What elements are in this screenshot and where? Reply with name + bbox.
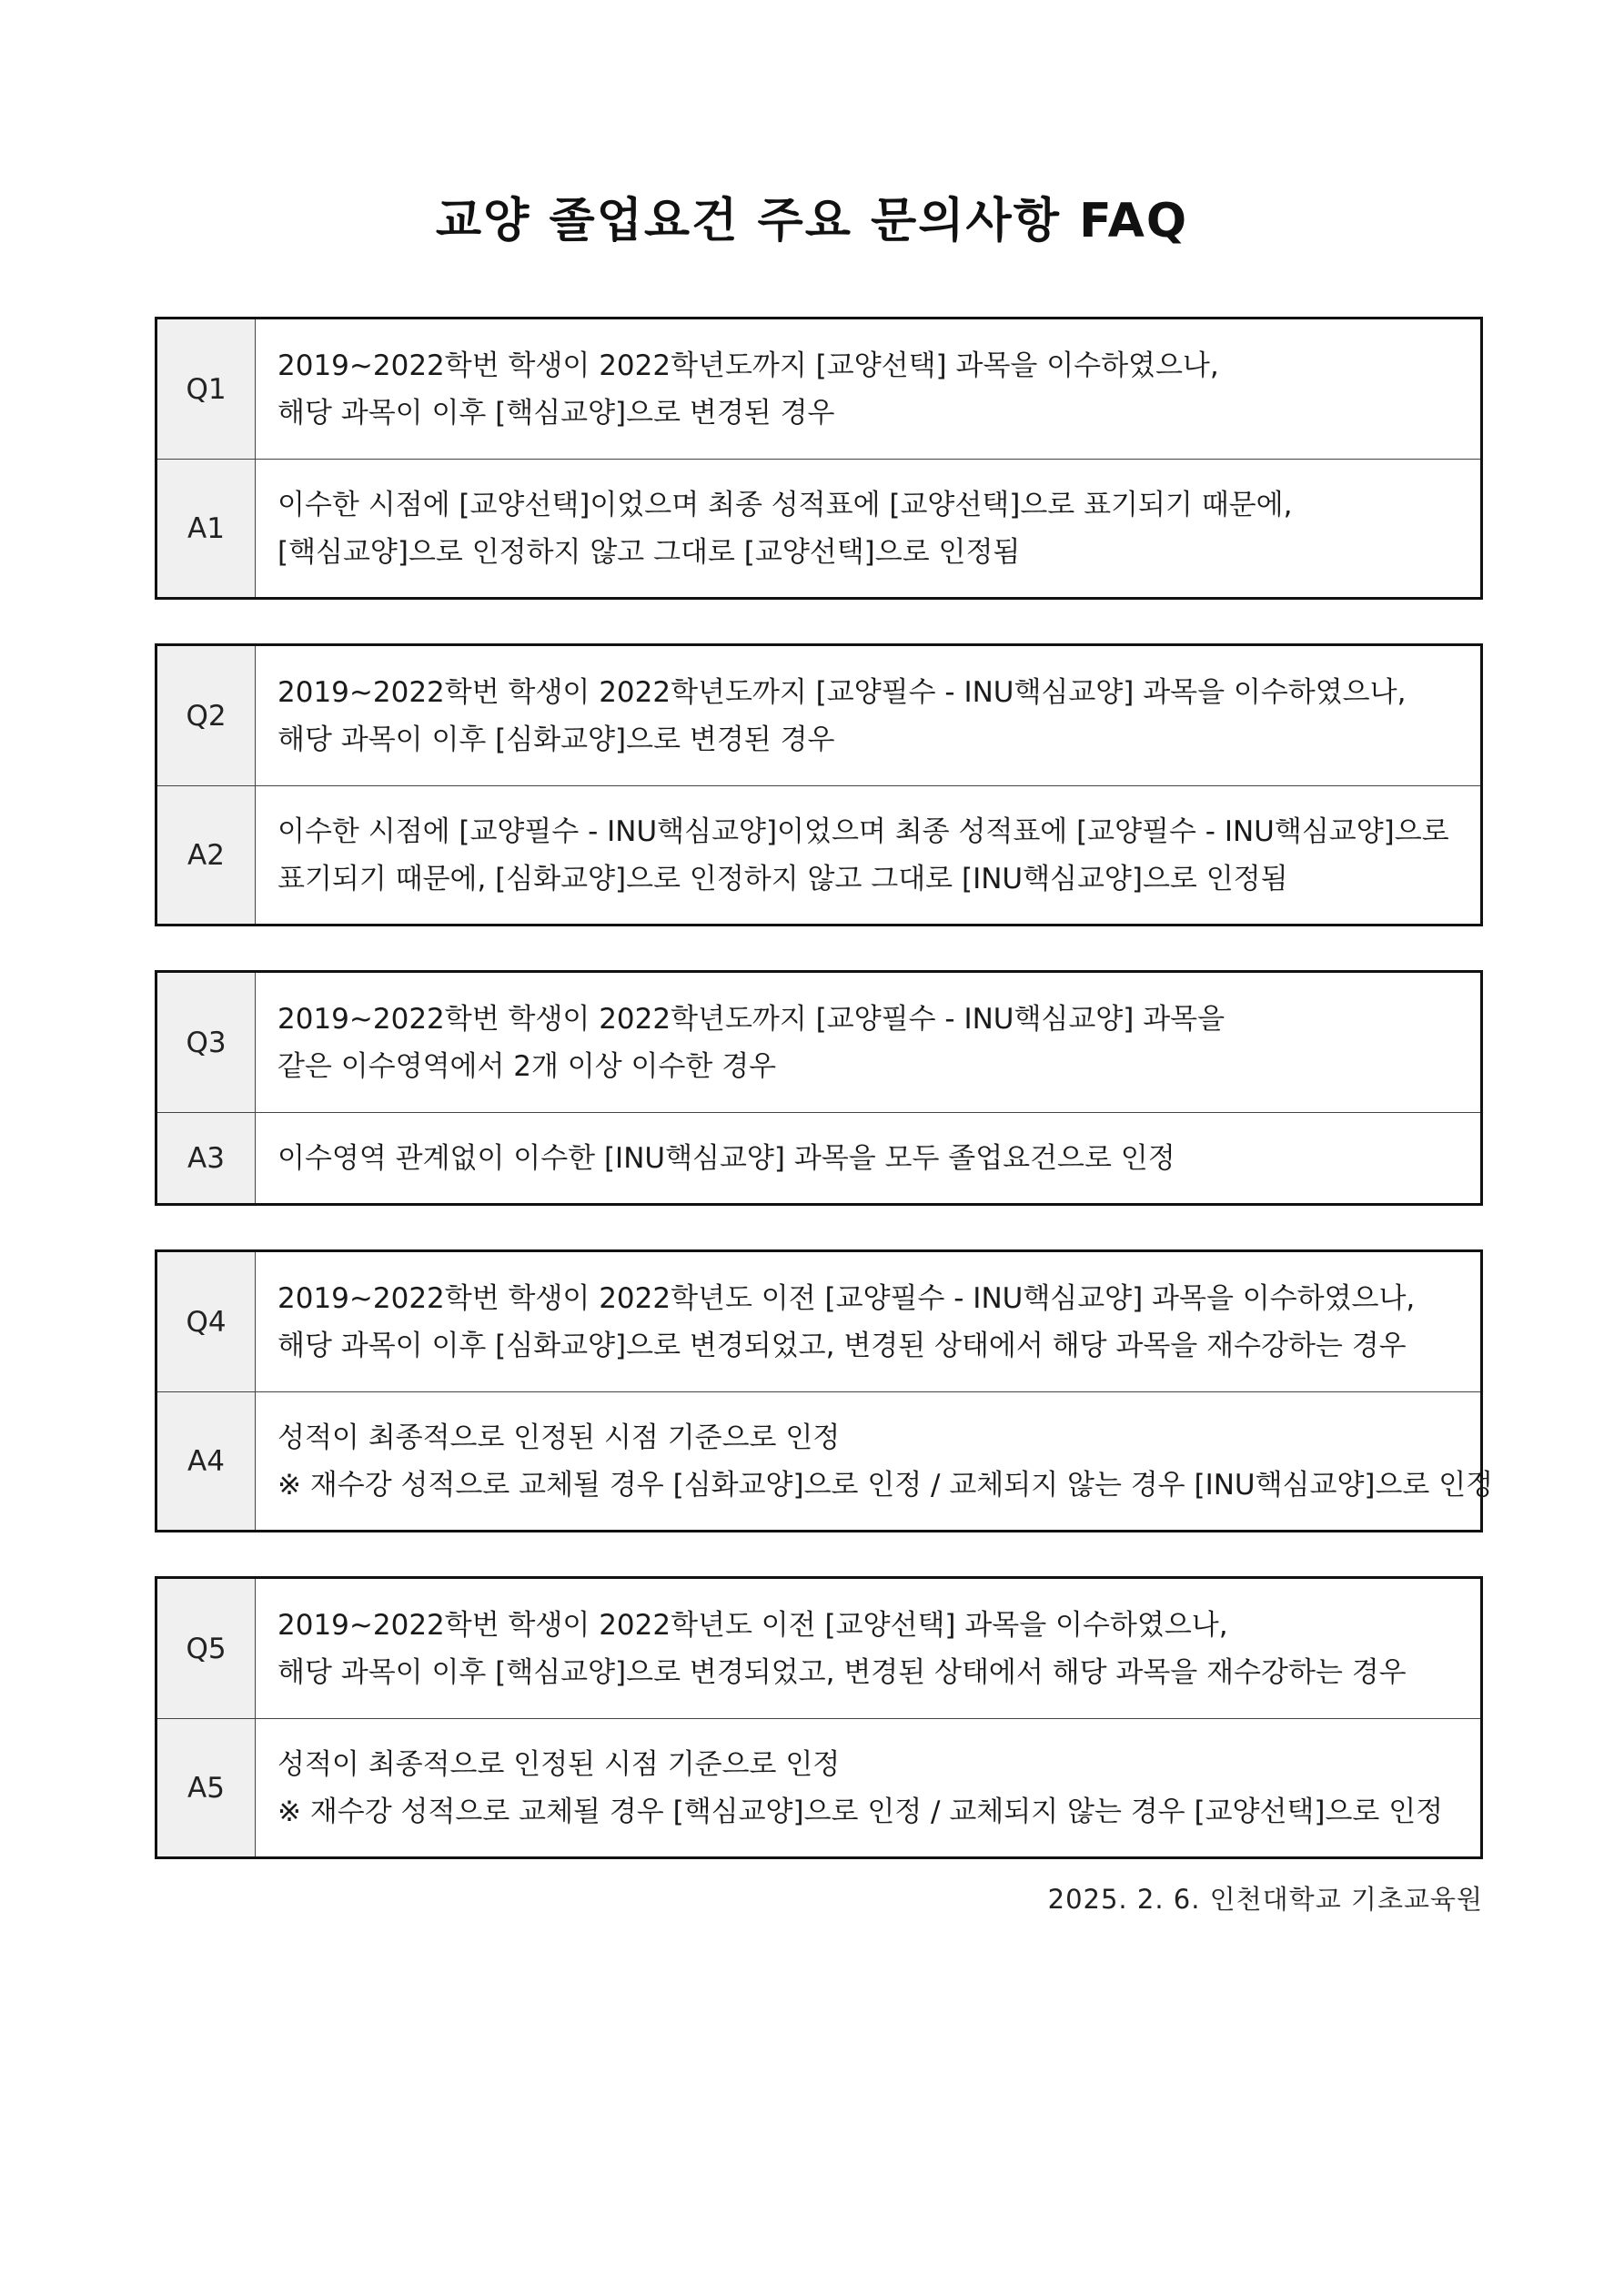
question-row [157, 646, 1480, 785]
question-line: 2019~2022학번 학생이 2022학년도까지 [교양필수 - INU핵심교양] 과목을 이수하였으나, [277, 675, 1407, 709]
answer-label: A5 [157, 1719, 256, 1856]
answer-label: A1 [157, 460, 256, 597]
answer-line: 성적이 최종적으로 인정된 시점 기준으로 인정 [277, 1421, 841, 1454]
answer-text [256, 1719, 1480, 1856]
answer-text [256, 1113, 1480, 1203]
question-line: 2019~2022학번 학생이 2022학년도까지 [교양선택] 과목을 이수하였으나, [277, 349, 1219, 382]
answer-line: 성적이 최종적으로 인정된 시점 기준으로 인정 [277, 1747, 841, 1781]
answer-label: A2 [157, 786, 256, 924]
faq-block-5 [155, 1576, 1483, 1859]
question-row [157, 319, 1480, 459]
question-line: 해당 과목이 이후 [핵심교양]으로 변경되었고, 변경된 상태에서 해당 과목을 재수강하는 경우 [277, 1655, 1407, 1689]
question-line: 2019~2022학번 학생이 2022학년도 이전 [교양선택] 과목을 이수하였으나, [277, 1608, 1228, 1642]
answer-text [256, 460, 1480, 597]
answer-row [157, 459, 1480, 597]
footer-issuer-date: 2025. 2. 6. 인천대학교 기초교육원 [1047, 1884, 1483, 1915]
question-line: 해당 과목이 이후 [심화교양]으로 변경되었고, 변경된 상태에서 해당 과목을 재수강하는 경우 [277, 1329, 1407, 1362]
question-label: Q4 [157, 1252, 256, 1391]
question-label: Q5 [157, 1579, 256, 1718]
question-text [256, 1579, 1480, 1718]
question-text [256, 1252, 1480, 1391]
answer-line: ※ 재수강 성적으로 교체될 경우 [심화교양]으로 인정 / 교체되지 않는 경우 [INU핵심교양]으로 인정 [277, 1468, 1494, 1502]
question-row [157, 1579, 1480, 1718]
answer-row [157, 1391, 1494, 1530]
answer-row [157, 1718, 1480, 1856]
answer-line: 이수영역 관계없이 이수한 [INU핵심교양] 과목을 모두 졸업요건으로 인정 [277, 1141, 1175, 1175]
answer-row [157, 785, 1480, 924]
question-line: 같은 이수영역에서 2개 이상 이수한 경우 [277, 1049, 777, 1083]
question-text [256, 973, 1480, 1112]
answer-text [256, 786, 1480, 924]
question-line: 해당 과목이 이후 [심화교양]으로 변경된 경우 [277, 723, 835, 756]
question-label: Q3 [157, 973, 256, 1112]
question-text [256, 646, 1480, 785]
question-label: Q2 [157, 646, 256, 785]
answer-line: 이수한 시점에 [교양필수 - INU핵심교양]이었으며 최종 성적표에 [교양필수 - INU핵심교양]으로 [277, 814, 1449, 848]
question-label: Q1 [157, 319, 256, 459]
answer-row [157, 1112, 1480, 1203]
answer-line: 이수한 시점에 [교양선택]이었으며 최종 성적표에 [교양선택]으로 표기되기 때문에, [277, 488, 1293, 521]
answer-label: A3 [157, 1113, 256, 1203]
question-line: 해당 과목이 이후 [핵심교양]으로 변경된 경우 [277, 396, 835, 430]
answer-line: [핵심교양]으로 인정하지 않고 그대로 [교양선택]으로 인정됨 [277, 535, 1021, 569]
faq-block-2 [155, 643, 1483, 926]
faq-block-4 [155, 1249, 1494, 1532]
question-line: 2019~2022학번 학생이 2022학년도까지 [교양필수 - INU핵심교양] 과목을 [277, 1002, 1226, 1036]
question-line: 2019~2022학번 학생이 2022학년도 이전 [교양필수 - INU핵심교양] 과목을 이수하였으나, [277, 1281, 1416, 1315]
faq-block-1 [155, 317, 1483, 600]
answer-text [256, 1392, 1515, 1530]
answer-line: ※ 재수강 성적으로 교체될 경우 [핵심교양]으로 인정 / 교체되지 않는 경우 [교양선택]으로 인정 [277, 1795, 1444, 1828]
answer-line: 표기되기 때문에, [심화교양]으로 인정하지 않고 그대로 [INU핵심교양]으로 인정됨 [277, 862, 1288, 895]
page-title: 교양 졸업요건 주요 문의사항 FAQ [435, 194, 1189, 248]
question-row [157, 1252, 1480, 1391]
answer-label: A4 [157, 1392, 256, 1530]
faq-block-3 [155, 970, 1483, 1206]
question-row [157, 973, 1480, 1112]
question-text [256, 319, 1480, 459]
